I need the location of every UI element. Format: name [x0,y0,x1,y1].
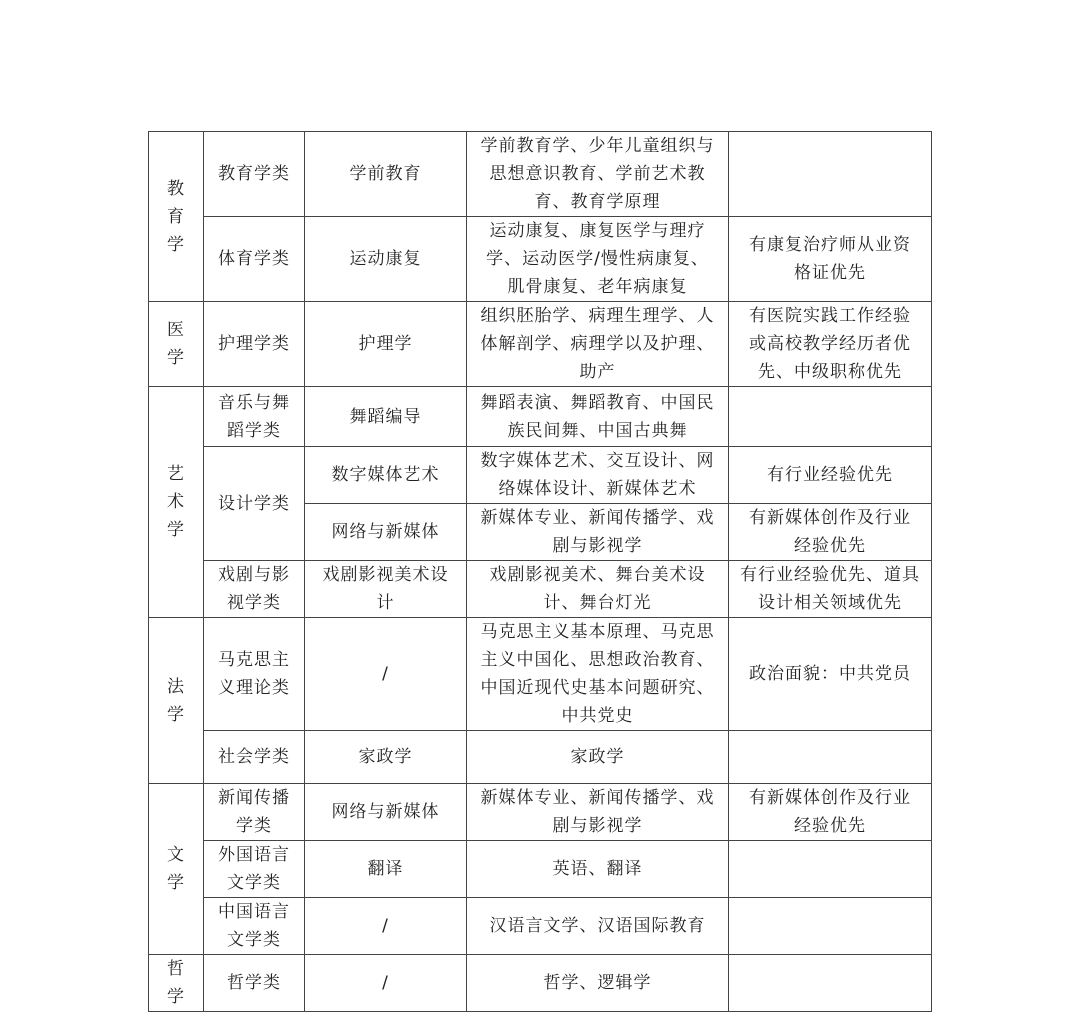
major-cell: 学前教育 [305,132,467,217]
requirement-cell [729,731,932,784]
requirement-cell: 有康复治疗师从业资 格证优先 [729,217,932,302]
direction-cell: 组织胚胎学、病理生理学、人 体解剖学、病理学以及护理、 助产 [467,302,729,387]
subcategory-cell: 护理学类 [204,302,305,387]
requirement-cell [729,387,932,447]
direction-cell: 英语、翻译 [467,841,729,898]
table-row [149,841,932,898]
majors-table-wrap [148,131,932,1012]
requirement-cell: 有医院实践工作经验 或高校教学经历者优 先、中级职称优先 [729,302,932,387]
major-cell: 网络与新媒体 [305,504,467,561]
requirement-cell: 有新媒体创作及行业 经验优先 [729,504,932,561]
direction-cell: 马克思主义基本原理、马克思 主义中国化、思想政治教育、 中国近现代史基本问题研究、 中共党史 [467,618,729,731]
category-cell: 医 学 [149,302,204,387]
direction-cell: 戏剧影视美术、舞台美术设 计、舞台灯光 [467,561,729,618]
table-row [149,302,932,387]
table-row [149,387,932,447]
subcategory-cell: 教育学类 [204,132,305,217]
requirement-cell [729,132,932,217]
direction-cell: 哲学、逻辑学 [467,955,729,1012]
requirement-cell: 政治面貌：中共党员 [729,618,932,731]
category-cell: 文 学 [149,784,204,955]
major-cell: 舞蹈编导 [305,387,467,447]
subcategory-cell: 戏剧与影 视学类 [204,561,305,618]
category-cell: 法 学 [149,618,204,784]
direction-cell: 舞蹈表演、舞蹈教育、中国民 族民间舞、中国古典舞 [467,387,729,447]
major-cell: 数字媒体艺术 [305,447,467,504]
category-cell: 哲 学 [149,955,204,1012]
major-cell: / [305,618,467,731]
direction-cell: 家政学 [467,731,729,784]
major-cell: 家政学 [305,731,467,784]
direction-cell: 汉语言文学、汉语国际教育 [467,898,729,955]
subcategory-cell: 社会学类 [204,731,305,784]
direction-cell: 新媒体专业、新闻传播学、戏 剧与影视学 [467,504,729,561]
major-cell: / [305,898,467,955]
table-row [149,132,932,217]
table-row [149,217,932,302]
requirement-cell: 有新媒体创作及行业 经验优先 [729,784,932,841]
table-row [149,898,932,955]
major-cell: / [305,955,467,1012]
subcategory-cell: 体育学类 [204,217,305,302]
direction-cell: 数字媒体艺术、交互设计、网 络媒体设计、新媒体艺术 [467,447,729,504]
requirement-cell [729,898,932,955]
major-cell: 戏剧影视美术设 计 [305,561,467,618]
requirement-cell [729,955,932,1012]
subcategory-cell: 音乐与舞 蹈学类 [204,387,305,447]
subcategory-cell: 外国语言 文学类 [204,841,305,898]
table-row [149,561,932,618]
subcategory-cell: 马克思主 义理论类 [204,618,305,731]
major-cell: 运动康复 [305,217,467,302]
requirement-cell: 有行业经验优先、道具 设计相关领域优先 [729,561,932,618]
major-cell: 翻译 [305,841,467,898]
table-row [149,955,932,1012]
major-cell: 网络与新媒体 [305,784,467,841]
direction-cell: 学前教育学、少年儿童组织与 思想意识教育、学前艺术教 育、教育学原理 [467,132,729,217]
table-row [149,618,932,731]
subcategory-cell: 设计学类 [204,447,305,561]
category-cell: 艺 术 学 [149,387,204,618]
subcategory-cell: 新闻传播 学类 [204,784,305,841]
requirement-cell: 有行业经验优先 [729,447,932,504]
category-cell: 教 育 学 [149,132,204,302]
table-row [149,731,932,784]
direction-cell: 运动康复、康复医学与理疗 学、运动医学/慢性病康复、 肌骨康复、老年病康复 [467,217,729,302]
direction-cell: 新媒体专业、新闻传播学、戏 剧与影视学 [467,784,729,841]
subcategory-cell: 中国语言 文学类 [204,898,305,955]
table-row [149,447,932,504]
requirement-cell [729,841,932,898]
table-row [149,784,932,841]
major-cell: 护理学 [305,302,467,387]
majors-table [148,131,932,1012]
subcategory-cell: 哲学类 [204,955,305,1012]
